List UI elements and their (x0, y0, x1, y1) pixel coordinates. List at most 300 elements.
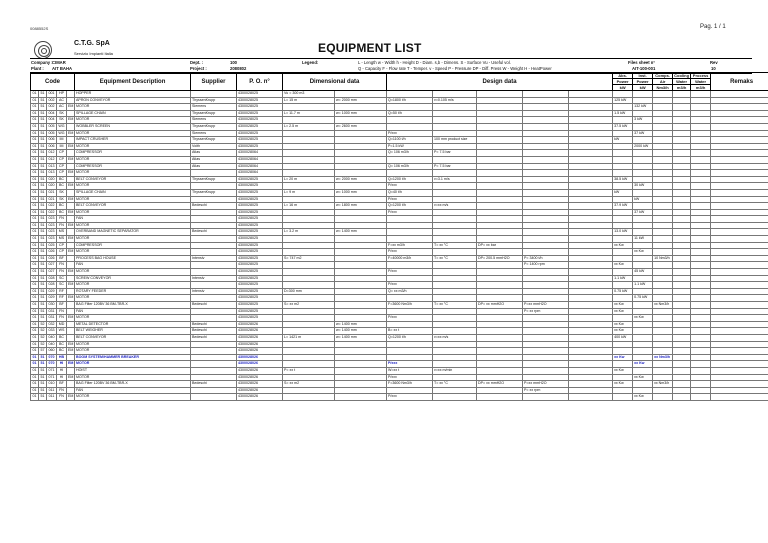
table-row (31, 110, 768, 117)
cell-sub: EM (67, 222, 75, 229)
cell-design-1: Q=50 t/h (387, 110, 433, 117)
cell-dim-2 (335, 143, 387, 150)
cell-comp-air (653, 183, 673, 190)
cell-sect: 51 (39, 282, 47, 289)
cell-sub (67, 308, 75, 315)
cell-inst-power (633, 387, 653, 394)
cell-design-1: P/xxx (387, 282, 433, 289)
cell-abs-power: xx Kw (613, 262, 633, 269)
cell-comp-air (653, 321, 673, 328)
cell-design-3: DP= xx mmH2O (477, 302, 523, 309)
cell-design-4 (523, 394, 569, 401)
cell-area: 01 (31, 130, 39, 137)
cell-num: 029 (47, 295, 57, 302)
cell-po: 4300028025 (237, 255, 283, 262)
cell-cooling-water (673, 269, 691, 276)
cell-sect: 51 (39, 156, 47, 163)
cell-po: 4300028025 (237, 282, 283, 289)
cell-type: FN (57, 315, 67, 322)
cell-dim-1 (283, 387, 335, 394)
table-body (31, 91, 768, 401)
cell-design-4 (523, 183, 569, 190)
cell-sect: 52 (39, 328, 47, 335)
cell-inst-power: 0.75 kW (633, 295, 653, 302)
cell-design-3 (477, 137, 523, 144)
cell-po: 4300028025 (237, 176, 283, 183)
cell-dim-2 (335, 374, 387, 381)
cell-supplier: Atlas (191, 150, 237, 157)
cell-design-1 (387, 354, 433, 361)
cell-sect: 51 (39, 176, 47, 183)
cell-remarks (711, 130, 768, 137)
cell-dim-2 (335, 308, 387, 315)
cell-process-water (691, 97, 711, 104)
cell-abs-power (613, 341, 633, 348)
table-row (31, 176, 768, 183)
cell-type: BC (57, 348, 67, 355)
cell-sub: EM (67, 170, 75, 177)
cell-design-2 (433, 143, 477, 150)
cell-description: MOTOR (75, 374, 191, 381)
cell-remarks (711, 97, 768, 104)
cell-design-2 (433, 189, 477, 196)
cell-area: 01 (31, 262, 39, 269)
cell-remarks (711, 170, 768, 177)
cell-design-2 (433, 216, 477, 223)
cell-po: 4300028025 (237, 97, 283, 104)
cell-sub (67, 229, 75, 236)
cell-supplier (191, 222, 237, 229)
cell-remarks (711, 110, 768, 117)
cell-type: CP (57, 150, 67, 157)
cell-dim-2 (335, 295, 387, 302)
table-row (31, 236, 768, 243)
cell-design-5 (569, 203, 613, 210)
cell-area: 01 (31, 361, 39, 368)
cell-dim-1 (283, 163, 335, 170)
cell-design-3 (477, 117, 523, 124)
cell-area: 01 (31, 242, 39, 249)
cell-area: 01 (31, 156, 39, 163)
cell-dim-2 (335, 367, 387, 374)
table-row (31, 137, 768, 144)
cell-dim-1 (283, 143, 335, 150)
cell-comp-air (653, 394, 673, 401)
cell-design-4 (523, 288, 569, 295)
cell-design-5 (569, 394, 613, 401)
cell-po: 4300028026 (237, 334, 283, 341)
col-abs-2: Power (613, 79, 633, 85)
cell-inst-power (633, 137, 653, 144)
cell-supplier: Bedeschi (191, 381, 237, 388)
cell-po: 4300028025 (237, 123, 283, 130)
cell-num: 070 (47, 361, 57, 368)
cell-design-3 (477, 222, 523, 229)
cell-supplier (191, 242, 237, 249)
cell-process-water (691, 387, 711, 394)
cell-design-5 (569, 282, 613, 289)
cell-comp-air (653, 295, 673, 302)
cell-cooling-water (673, 150, 691, 157)
cell-description: MOTOR (75, 295, 191, 302)
table-row (31, 189, 768, 196)
cell-dim-1 (283, 354, 335, 361)
table-row (31, 315, 768, 322)
col-inst-2: Power (633, 79, 653, 85)
cell-cooling-water (673, 222, 691, 229)
cell-description: MOTOR (75, 341, 191, 348)
cell-design-1 (387, 229, 433, 236)
cell-dim-1 (283, 249, 335, 256)
cell-type: BC (57, 176, 67, 183)
cell-dim-1: L= 9 m (283, 189, 335, 196)
cell-sect: 51 (39, 315, 47, 322)
cell-po: 4300028026 (237, 387, 283, 394)
cell-remarks (711, 183, 768, 190)
cell-design-2 (433, 361, 477, 368)
cell-remarks (711, 315, 768, 322)
cell-design-4 (523, 374, 569, 381)
cell-po: 4300028025 (237, 222, 283, 229)
cell-remarks (711, 348, 768, 355)
cell-design-2 (433, 315, 477, 322)
cell-dim-2: w= 1800 mm (335, 203, 387, 210)
cell-dim-2 (335, 242, 387, 249)
cell-design-3 (477, 170, 523, 177)
cell-design-1: W=xx t (387, 367, 433, 374)
cell-type: BC (57, 209, 67, 216)
cell-design-2 (433, 308, 477, 315)
cell-remarks (711, 176, 768, 183)
cell-sub (67, 91, 75, 98)
cell-inst-power: xx Kw (633, 374, 653, 381)
cell-num: 005 (47, 130, 57, 137)
cell-design-1 (387, 348, 433, 355)
cell-area: 01 (31, 91, 39, 98)
cell-abs-power (613, 295, 633, 302)
cell-dim-2: w= 2000 mm (335, 97, 387, 104)
cell-supplier (191, 249, 237, 256)
cell-inst-power (633, 156, 653, 163)
cell-po: 4300028026 (237, 348, 283, 355)
cell-supplier (191, 367, 237, 374)
cell-inst-power (633, 170, 653, 177)
cell-design-4 (523, 150, 569, 157)
cell-cooling-water (673, 328, 691, 335)
cell-inst-power: xx Kw (633, 315, 653, 322)
cell-design-3 (477, 295, 523, 302)
cell-area: 01 (31, 328, 39, 335)
cell-comp-air (653, 176, 673, 183)
table-row (31, 328, 768, 335)
cell-design-3 (477, 229, 523, 236)
cell-sect: 51 (39, 203, 47, 210)
cell-dim-2 (335, 255, 387, 262)
table-row (31, 295, 768, 302)
cell-type: BF (57, 381, 67, 388)
cell-design-1 (387, 275, 433, 282)
cell-sub: EM (67, 269, 75, 276)
cell-abs-power (613, 216, 633, 223)
cell-comp-air (653, 334, 673, 341)
cell-abs-power: xx Kw (613, 321, 633, 328)
cell-remarks (711, 143, 768, 150)
cell-comp-air (653, 117, 673, 124)
cell-type: AC (57, 104, 67, 111)
cell-abs-power: 37.9 kW (613, 203, 633, 210)
cell-comp-air (653, 242, 673, 249)
cell-area: 01 (31, 348, 39, 355)
cell-supplier (191, 269, 237, 276)
cell-design-5 (569, 130, 613, 137)
cell-area: 01 (31, 381, 39, 388)
cell-cooling-water (673, 216, 691, 223)
cell-process-water (691, 315, 711, 322)
cell-inst-power (633, 308, 653, 315)
cell-inst-power (633, 275, 653, 282)
cell-inst-power (633, 97, 653, 104)
cell-dim-2 (335, 262, 387, 269)
cell-design-2: 100 mm product size (433, 137, 477, 144)
cell-comp-air (653, 170, 673, 177)
cell-type: MD (57, 321, 67, 328)
cell-design-1: P/xxx (387, 249, 433, 256)
cell-description: BELT CONVEYOR (75, 203, 191, 210)
cell-design-1: P/xxx (387, 269, 433, 276)
cell-description: MOTOR (75, 394, 191, 401)
cell-supplier (191, 183, 237, 190)
cell-design-3 (477, 334, 523, 341)
cell-num: 023 (47, 222, 57, 229)
cell-design-1: P/xxx (387, 183, 433, 190)
cell-type: BF (57, 302, 67, 309)
cell-design-3 (477, 216, 523, 223)
cell-process-water (691, 348, 711, 355)
cell-description: COMPRESSOR (75, 150, 191, 157)
cell-design-2 (433, 341, 477, 348)
cell-cooling-water (673, 334, 691, 341)
cell-description: COMPRESSOR (75, 163, 191, 170)
cell-sub: EM (67, 104, 75, 111)
cell-abs-power (613, 156, 633, 163)
cell-type: MS (57, 236, 67, 243)
cell-design-2 (433, 295, 477, 302)
cell-design-1 (387, 123, 433, 130)
cell-design-4 (523, 97, 569, 104)
cell-sect: 51 (39, 361, 47, 368)
cell-design-2 (433, 170, 477, 177)
cell-design-2 (433, 123, 477, 130)
cell-dim-1: L= 1421 m (283, 334, 335, 341)
cell-supplier (191, 354, 237, 361)
cell-design-4 (523, 321, 569, 328)
cell-abs-power: 13.0 kW (613, 229, 633, 236)
cell-inst-power (633, 367, 653, 374)
cell-sect: 52 (39, 321, 47, 328)
cell-design-2 (433, 282, 477, 289)
cell-supplier (191, 170, 237, 177)
table-row (31, 381, 768, 388)
cell-type: MS (57, 229, 67, 236)
cell-sect: 51 (39, 117, 47, 124)
table-row (31, 308, 768, 315)
cell-design-5 (569, 143, 613, 150)
cell-design-1 (387, 321, 433, 328)
cell-design-1: Q=40 t/h (387, 189, 433, 196)
cell-cooling-water (673, 209, 691, 216)
cell-area: 01 (31, 308, 39, 315)
cell-abs-power (613, 394, 633, 401)
table-row (31, 91, 768, 98)
cell-design-5 (569, 288, 613, 295)
cell-design-5 (569, 381, 613, 388)
cell-dim-2 (335, 354, 387, 361)
cell-design-5 (569, 367, 613, 374)
cell-design-4: P=xx mmH2O (523, 302, 569, 309)
cell-design-5 (569, 275, 613, 282)
cell-num: 006 (47, 143, 57, 150)
cell-area: 01 (31, 321, 39, 328)
cell-design-1: Q=1200 t/h (387, 203, 433, 210)
cell-process-water (691, 249, 711, 256)
cell-dim-2 (335, 341, 387, 348)
cell-design-2 (433, 130, 477, 137)
cell-sub (67, 288, 75, 295)
cell-design-3 (477, 315, 523, 322)
cell-design-2 (433, 288, 477, 295)
cell-type: FN (57, 394, 67, 401)
cell-design-1: P/xxx (387, 374, 433, 381)
table-row (31, 341, 768, 348)
cell-comp-air (653, 348, 673, 355)
cell-inst-power (633, 229, 653, 236)
cell-design-4 (523, 328, 569, 335)
cell-supplier: ThyssenKrupp (191, 176, 237, 183)
table-row (31, 150, 768, 157)
cell-supplier: Intensiv (191, 288, 237, 295)
cell-num: 040 (47, 341, 57, 348)
cell-area: 01 (31, 269, 39, 276)
cell-po: 4300028025 (237, 137, 283, 144)
cell-dim-1 (283, 394, 335, 401)
cell-po: 4300028025 (237, 295, 283, 302)
cell-area: 01 (31, 341, 39, 348)
col-abs-3: kW (613, 85, 633, 91)
cell-cooling-water (673, 236, 691, 243)
cell-sect: 52 (39, 341, 47, 348)
cell-design-5 (569, 341, 613, 348)
cell-supplier: Bedeschi (191, 334, 237, 341)
cell-num: 002 (47, 104, 57, 111)
cell-design-2: P= 7.5 bar (433, 150, 477, 157)
cell-remarks (711, 249, 768, 256)
cell-num: 001 (47, 91, 57, 98)
cell-dim-2 (335, 282, 387, 289)
cell-comp-air (653, 91, 673, 98)
col-inst-3: kW (633, 85, 653, 91)
cell-sect: 57 (39, 348, 47, 355)
cell-type: BF (57, 255, 67, 262)
cell-design-3 (477, 282, 523, 289)
cell-num: 027 (47, 262, 57, 269)
cell-remarks (711, 367, 768, 374)
cell-process-water (691, 170, 711, 177)
cell-cooling-water (673, 321, 691, 328)
cell-design-3 (477, 91, 523, 98)
cell-num: 026 (47, 249, 57, 256)
legend-label: Legend: (302, 60, 319, 65)
cell-sub: EM (67, 143, 75, 150)
cell-type: FN (57, 387, 67, 394)
cell-type: SC (57, 282, 67, 289)
cell-num: 060 (47, 348, 57, 355)
cell-comp-air (653, 150, 673, 157)
cell-cooling-water (673, 242, 691, 249)
table-row (31, 334, 768, 341)
cell-cooling-water (673, 302, 691, 309)
cell-num: 013 (47, 170, 57, 177)
cell-sub (67, 242, 75, 249)
cell-dim-2 (335, 150, 387, 157)
cell-sect: 51 (39, 255, 47, 262)
cell-process-water (691, 262, 711, 269)
cell-po: 4300028025 (237, 275, 283, 282)
cell-type: BC (57, 341, 67, 348)
cell-description: COMPRESSOR (75, 242, 191, 249)
cell-design-4 (523, 203, 569, 210)
cell-dim-1 (283, 137, 335, 144)
cell-dim-2: w= 2600 mm (335, 123, 387, 130)
cell-area: 01 (31, 394, 39, 401)
cell-comp-air (653, 97, 673, 104)
cell-abs-power (613, 91, 633, 98)
cell-sub (67, 150, 75, 157)
cell-design-5 (569, 176, 613, 183)
cell-design-4 (523, 189, 569, 196)
cell-dim-1 (283, 348, 335, 355)
cell-sect: 51 (39, 189, 47, 196)
cell-inst-power (633, 381, 653, 388)
cell-description: APRON CONVEYOR (75, 97, 191, 104)
table-row (31, 163, 768, 170)
cell-design-5 (569, 387, 613, 394)
cell-design-2: v=3.1 m/s (433, 176, 477, 183)
cell-dim-2 (335, 91, 387, 98)
cell-po: 4300028026 (237, 328, 283, 335)
cell-description: MOTOR (75, 348, 191, 355)
cell-remarks (711, 104, 768, 111)
cell-dim-1 (283, 275, 335, 282)
cell-design-1: P/xxx (387, 315, 433, 322)
cell-po: 4300028026 (237, 341, 283, 348)
cell-description: FAN (75, 216, 191, 223)
cell-sect: 51 (39, 216, 47, 223)
cell-process-water (691, 117, 711, 124)
cell-type: HI (57, 367, 67, 374)
cell-sect: 51 (39, 123, 47, 130)
cell-description: MOTOR (75, 209, 191, 216)
project-label: Project : (190, 66, 207, 71)
cell-remarks (711, 209, 768, 216)
cell-design-1: F=3600 Nm3/h (387, 302, 433, 309)
col-cool-2: Water (673, 79, 691, 85)
cell-sect: 51 (39, 249, 47, 256)
cell-sub (67, 321, 75, 328)
cell-po: 4300028025 (237, 183, 283, 190)
cell-design-2 (433, 328, 477, 335)
cell-type: CP (57, 242, 67, 249)
cell-po: 4300028025 (237, 143, 283, 150)
